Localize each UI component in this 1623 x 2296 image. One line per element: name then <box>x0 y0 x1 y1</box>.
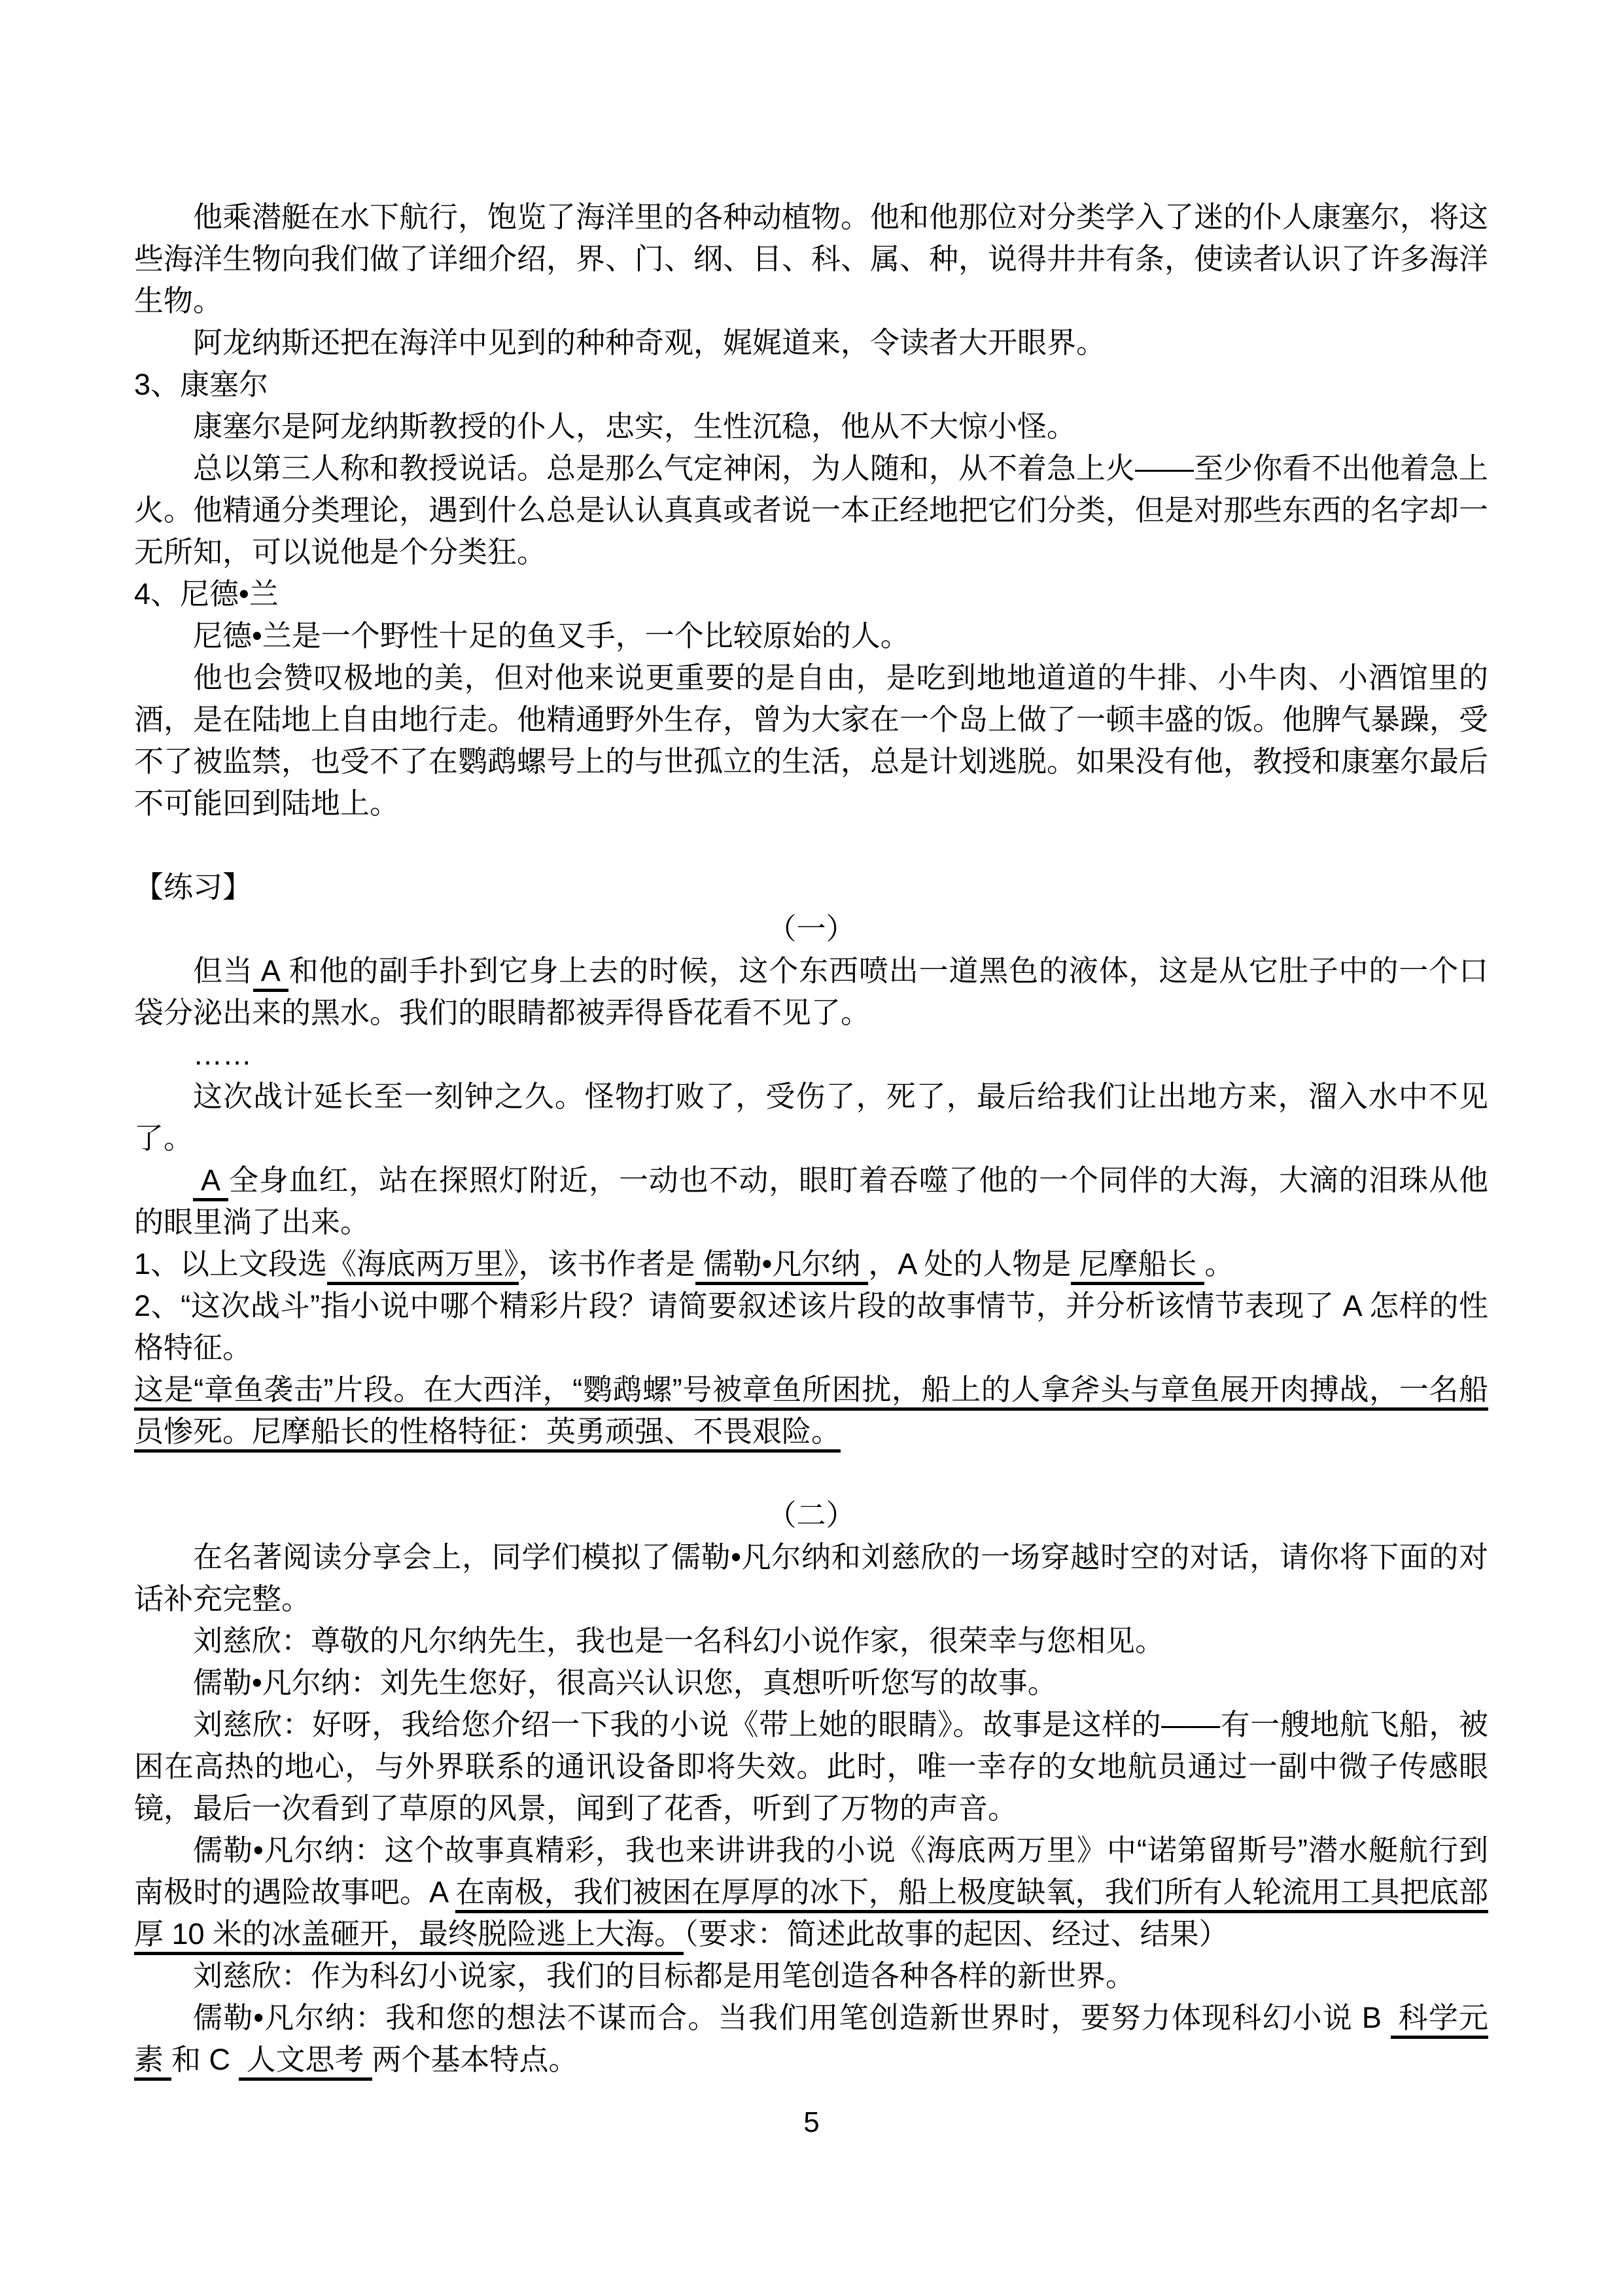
blank-line <box>134 824 1488 866</box>
document-body <box>134 196 1488 2081</box>
underlined-answer-text: 尼摩船长 <box>1071 1247 1204 1285</box>
paragraph <box>134 448 1488 573</box>
text-segment: （二） <box>767 1498 856 1532</box>
text-segment: 刘慈欣：作为科幻小说家，我们的目标都是用笔创造各种各样的新世界。 <box>193 1959 1136 1992</box>
underlined-answer-text: 科学元素 <box>134 2001 1488 2081</box>
paragraph <box>134 573 1488 615</box>
text-segment: 2、“这次战斗”指小说中哪个精彩片段？请简要叙述该片段的故事情节，并分析该情节表现了 A 怎样的性格特征。 <box>134 1289 1488 1364</box>
paragraph <box>134 1620 1488 1662</box>
paragraph <box>134 1536 1488 1620</box>
underlined-answer-text: A <box>193 1163 228 1201</box>
text-segment: …… <box>193 1038 252 1071</box>
text-segment: 4、尼德•兰 <box>134 577 279 610</box>
text-segment: 康塞尔是阿龙纳斯教授的仆人，忠实，生性沉稳，他从不大惊小怪。 <box>193 410 1077 443</box>
text-segment: 阿龙纳斯还把在海洋中见到的种种奇观，娓娓道来，令读者大开眼界。 <box>193 326 1106 359</box>
paragraph <box>134 1159 1488 1243</box>
text-segment: 。 <box>1204 1247 1234 1280</box>
text-segment: 在名著阅读分享会上，同学们模拟了儒勒•凡尔纳和刘慈欣的一场穿越时空的对话，请你将下面的对话补充完整。 <box>134 1540 1488 1616</box>
paragraph <box>134 406 1488 448</box>
text-segment: 这次战计延长至一刻钟之久。怪物打败了，受伤了，死了，最后给我们让出地方来，溜入水中不见了。 <box>134 1080 1488 1155</box>
paragraph <box>134 950 1488 1034</box>
underlined-answer-text: 儒勒•凡尔纳 <box>695 1247 869 1285</box>
paragraph <box>134 1662 1488 1704</box>
text-segment: （要求：简述此故事的起因、经过、结果） <box>684 1917 1229 1951</box>
paragraph <box>134 1704 1488 1829</box>
text-segment: 刘慈欣：好呀，我给您介绍一下我的小说《带上她的眼睛》。故事是这样的——有一艘地航飞船，被困在高热的地心，与外界联系的通讯设备即将失效。此时，唯一幸存的女地航员通过一副中微子传感眼镜，最后一次看到了草原的风景，闻到了花香，听到了万物的声音。 <box>134 1708 1488 1825</box>
paragraph <box>134 196 1488 322</box>
page-number: 5 <box>803 2106 820 2138</box>
text-segment: 儒勒•凡尔纳：这个故事真精彩，我也来讲讲我的小说《海底两万里》中“诺第留斯号”潜水艇航行到南极时的遇险故事吧。A <box>134 1833 1488 1909</box>
section-heading <box>134 1494 1488 1536</box>
text-segment: 他乘潜艇在水下航行，饱览了海洋里的各种动植物。他和他那位对分类学入了迷的仆人康塞尔，将这些海洋生物向我们做了详细介绍，界、门、纲、目、科、属、种，说得井井有条，使读者认识了许多海洋生物。 <box>134 200 1489 317</box>
text-segment: 全身血红，站在探照灯附近，一动也不动，眼盯着吞噬了他的一个同伴的大海，大滴的泪珠从他的眼里淌了出来。 <box>134 1163 1488 1239</box>
underlined-answer-text: 这是“章鱼袭击”片段。在大西洋，“鹦鹉螺”号被章鱼所困扰，船上的人拿斧头与章鱼展开肉搏战，一名船员惨死。尼摩船长的性格特征：英勇顽强、不畏艰险。 <box>134 1373 1488 1453</box>
paragraph <box>134 1369 1488 1453</box>
section-heading <box>134 908 1488 950</box>
text-segment: （一） <box>767 912 856 945</box>
paragraph <box>134 615 1488 657</box>
text-segment: 1、以上文段选 <box>134 1247 328 1280</box>
text-segment: 尼德•兰是一个野性十足的鱼叉手，一个比较原始的人。 <box>193 619 910 652</box>
paragraph <box>134 1243 1488 1285</box>
underlined-answer-text: 在南极，我们被困在厚厚的冰下，船上极度缺氧，我们所有人轮流用工具把底部厚 10 米的冰盖砸开，最终脱险逃上大海。 <box>134 1875 1488 1955</box>
paragraph <box>134 1034 1488 1076</box>
paragraph <box>134 364 1488 406</box>
underlined-answer-text: 《海底两万里》 <box>327 1247 519 1285</box>
underlined-answer-text: 人文思考 <box>239 2043 372 2081</box>
paragraph <box>134 1076 1488 1159</box>
text-segment: 儒勒•凡尔纳：刘先生您好，很高兴认识您，真想听听您写的故事。 <box>193 1666 1057 1699</box>
text-segment: 3、康塞尔 <box>134 368 269 401</box>
paragraph <box>134 866 1488 908</box>
paragraph <box>134 657 1488 824</box>
text-segment: 他也会赞叹极地的美，但对他来说更重要的是自由，是吃到地地道道的牛排、小牛肉、小酒馆里的酒，是在陆地上自由地行走。他精通野外生存，曾为大家在一个岛上做了一顿丰盛的饭。他脾气暴躁，受不了被监禁，也受不了在鹦鹉螺号上的与世孤立的生活，总是计划逃脱。如果没有他，教授和康塞尔最后不可能回到陆地上。 <box>134 661 1489 820</box>
text-segment: 和 C <box>171 2043 239 2076</box>
text-segment: 总以第三人称和教授说话。总是那么气定神闲，为人随和，从不着急上火——至少你看不出他着急上火。他精通分类理论，遇到什么总是认认真真或者说一本正经地把它们分类，但是对那些东西的名字却一无所知，可以说他是个分类狂。 <box>134 451 1489 569</box>
text-segment: ，该书作者是 <box>518 1247 695 1280</box>
text-segment: ，A 处的人物是 <box>868 1247 1072 1280</box>
text-segment: 儒勒•凡尔纳：我和您的想法不谋而合。当我们用笔创造新世界时，要努力体现科幻小说 B <box>193 2001 1391 2034</box>
paragraph <box>134 1997 1488 2081</box>
text-segment: 和他的副手扑到它身上去的时候，这个东西喷出一道黑色的液体，这是从它肚子中的一个口袋分泌出来的黑水。我们的眼睛都被弄得昏花看不见了。 <box>134 954 1488 1029</box>
paragraph <box>134 322 1488 364</box>
paragraph <box>134 1955 1488 1997</box>
blank-line <box>134 1453 1488 1494</box>
underlined-answer-text: A <box>253 954 288 992</box>
paragraph <box>134 1829 1488 1955</box>
text-segment: 【练习】 <box>134 870 253 904</box>
text-segment: 刘慈欣：尊敬的凡尔纳先生，我也是一名科幻小说作家，很荣幸与您相见。 <box>193 1624 1165 1657</box>
paragraph <box>134 1285 1488 1369</box>
text-segment: 但当 <box>193 954 253 987</box>
text-segment: 两个基本特点。 <box>372 2043 578 2076</box>
